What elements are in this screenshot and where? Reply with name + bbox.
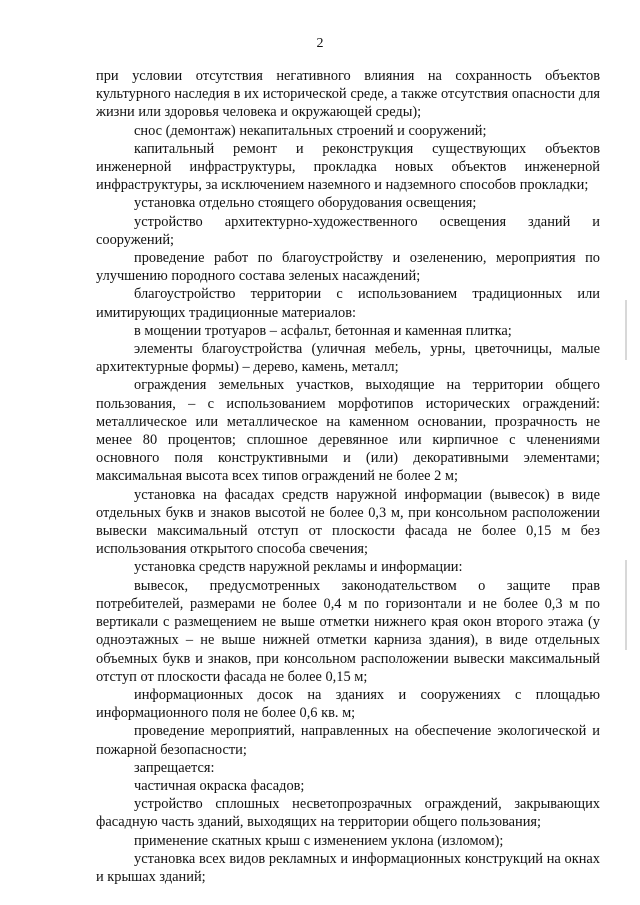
paragraph: устройство архитектурно-художественного освещения зданий и сооружений; [96,213,600,248]
paragraph: благоустройство территории с использованием традиционных или имитирующих традиционные материалов: [96,286,600,321]
paragraph: ограждения земельных участков, выходящие на территории общего пользования, – с использованием морфотипов исторических ограждений: металлическое или металлическое на каменном основании, прозрачность не менее 80 процентов; сплошное деревянное или кирпичное с членениями основного поля конструктивными и (или) декоративными элементами; максимальная высота всех типов ограждений не более 2 м; [96,377,600,485]
paragraph: информационных досок на зданиях и сооружениях с площадью информационного поля не более 0,6 кв. м; [96,686,600,722]
paragraph: установка отдельно стоящего оборудования освещения; [134,195,477,212]
paragraph: снос (демонтаж) некапитальных строений и сооружений; [134,122,487,139]
paragraph: запрещается: [134,759,215,776]
paragraph: частичная окраска фасадов; [134,777,305,794]
paragraph: проведение работ по благоустройству и озеленению, мероприятия по улучшению породного состава зеленых насаждений; [96,250,600,285]
scan-edge-mark [625,300,627,360]
document-body [96,67,600,886]
scan-edge-mark [625,560,627,650]
paragraph: при условии отсутствия негативного влияния на сохранность объектов культурного наследия в их исторической среде, а также отсутствия опасности для жизни или здоровья человека и окружающей среды); [96,68,600,121]
paragraph: установка всех видов рекламных и информационных конструкций на окнах и крышах зданий; [96,850,600,885]
paragraph: вывесок, предусмотренных законодательством о защите прав потребителей, размерами не более 0,4 м по горизонтали и не более 0,3 м по вертикали с размещением не выше отметки нижнего края окон второго этажа (у одноэтажных – не выше нижней отметки карниза здания), в виде отдельных объемных букв и знаков, при консольном расположении вывески максимальный отступ от плоскости фасада не более 0,15 м; [96,577,600,685]
paragraph: в мощении тротуаров – асфальт, бетонная и каменная плитка; [134,322,512,339]
paragraph: проведение мероприятий, направленных на обеспечение экологической и пожарной безопасности; [96,723,600,758]
paragraph: применение скатных крыш с изменением уклона (изломом); [134,832,504,849]
paragraph: устройство сплошных несветопрозрачных ограждений, закрывающих фасадную часть зданий, выходящих на территории общего пользования; [96,796,600,831]
paragraph: установка на фасадах средств наружной информации (вывесок) в виде отдельных букв и знаков высотой не более 0,3 м, при консольном расположении вывески максимальный отступ от плоскости фасада не более 0,15 м без использования открытого способа свечения; [96,486,600,558]
paragraph: капитальный ремонт и реконструкция существующих объектов инженерной инфраструктуры, прокладка новых объектов инженерной инфраструктуры, за исключением наземного и надземного способов прокладки; [96,140,600,194]
paragraph: установка средств наружной рекламы и информации: [134,559,463,576]
paragraph: элементы благоустройства (уличная мебель, урны, цветочницы, малые архитектурные формы) – дерево, камень, металл; [96,341,600,376]
page-number: 2 [316,36,324,51]
